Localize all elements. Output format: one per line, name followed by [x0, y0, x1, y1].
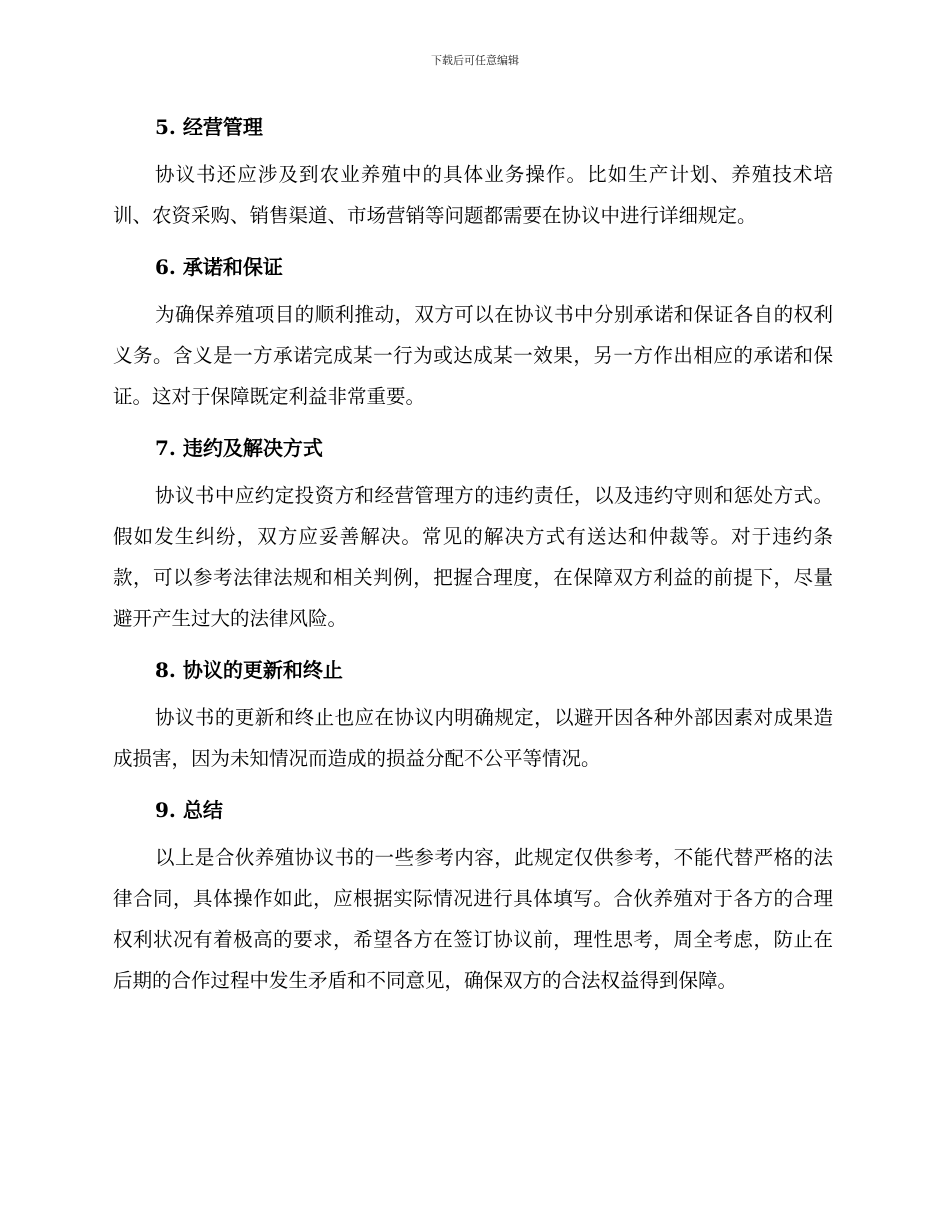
section-paragraph: 协议书中应约定投资方和经营管理方的违约责任，以及违约守则和惩处方式。假如发生纠纷，双方应妥善解决。常见的解决方式有送达和仲裁等。对于违约条款，可以参考法律法规和相关判例，把握合理度，在保障双方利益的前提下，尽量避开产生过大的法律风险。 — [113, 484, 833, 630]
section-title: 9. 总结 — [155, 798, 223, 822]
section-title: 5. 经营管理 — [155, 115, 263, 139]
section-title: 7. 违约及解决方式 — [155, 436, 323, 460]
page-header: 下载后可任意编辑 — [431, 54, 519, 67]
document-body — [113, 106, 833, 1011]
section-paragraph: 协议书还应涉及到农业养殖中的具体业务操作。比如生产计划、养殖技术培训、农资采购、销售渠道、市场营销等问题都需要在协议中进行详细规定。 — [113, 163, 833, 227]
section-8 — [113, 649, 833, 779]
section-5 — [113, 106, 833, 236]
section-9 — [113, 789, 833, 1001]
section-7 — [113, 427, 833, 639]
section-6 — [113, 246, 833, 417]
section-paragraph: 为确保养殖项目的顺利推动，双方可以在协议书中分别承诺和保证各自的权利义务。含义是一方承诺完成某一行为或达成某一效果，另一方作出相应的承诺和保证。这对于保障既定利益非常重要。 — [113, 303, 833, 408]
section-title: 6. 承诺和保证 — [155, 255, 283, 279]
section-paragraph: 以上是合伙养殖协议书的一些参考内容，此规定仅供参考，不能代替严格的法律合同，具体操作如此，应根据实际情况进行具体填写。合伙养殖对于各方的合理权利状况有着极高的要求，希望各方在签订协议前，理性思考，周全考虑，防止在后期的合作过程中发生矛盾和不同意见，确保双方的合法权益得到保障。 — [113, 846, 833, 992]
section-paragraph: 协议书的更新和终止也应在协议内明确规定，以避开因各种外部因素对成果造成损害，因为未知情况而造成的损益分配不公平等情况。 — [113, 706, 833, 770]
section-title: 8. 协议的更新和终止 — [155, 658, 343, 682]
